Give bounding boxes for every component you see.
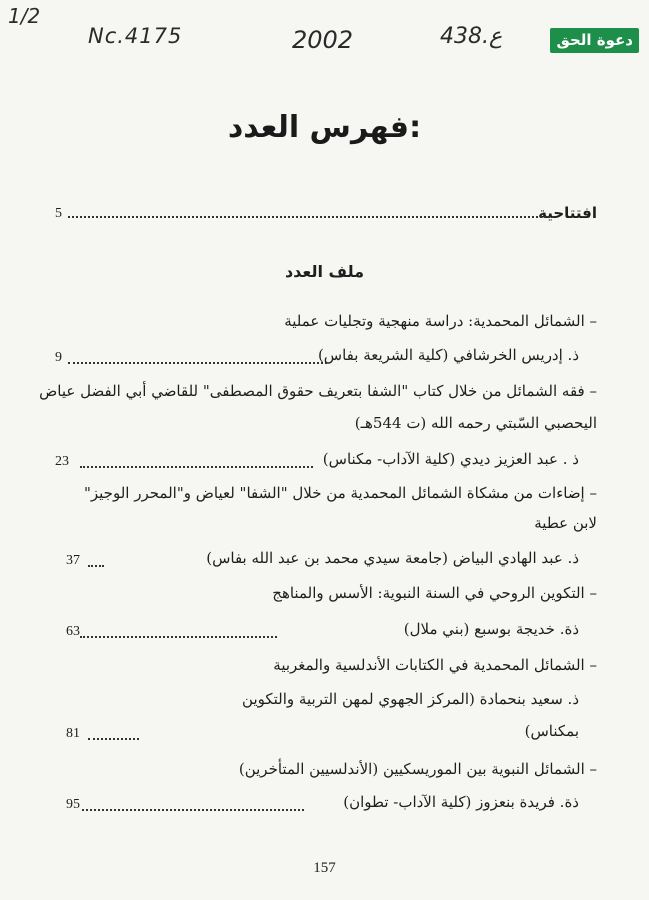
page-number: 157 — [313, 860, 336, 876]
page-title: فهرس العدد: — [227, 110, 422, 145]
toc-entry-page: 37 — [66, 553, 80, 568]
toc-entry-page: 63 — [66, 624, 80, 639]
handwritten-page-fraction: 1/2 — [8, 4, 41, 28]
toc-entry-page: 9 — [55, 350, 62, 365]
toc-entry-author: ذ. إدريس الخرشافي (كلية الشريعة بفاس) — [317, 346, 579, 364]
toc-entry-page: 23 — [55, 454, 69, 469]
toc-entry-title: – الشمائل المحمدية في الكتابات الأندلسية والمغربية — [273, 656, 597, 674]
toc-entry-title-cont: اليحصبي السّبتي رحمه الله (ت 544هـ) — [354, 414, 597, 432]
leader-dots — [80, 636, 277, 638]
toc-entry-author: ذة. فريدة بنعزوز (كلية الآداب- تطوان) — [343, 793, 579, 811]
handwritten-issue: 438.ع — [440, 24, 503, 49]
handwritten-year: 2002 — [292, 26, 354, 54]
leader-dots — [68, 362, 327, 364]
toc-entry-title: – فقه الشمائل من خلال كتاب "الشفا بتعريف حقوق المصطفى" للقاضي أبي الفضل عياض — [39, 382, 597, 400]
leader-dots — [88, 565, 104, 567]
leader-dots — [68, 216, 554, 218]
toc-entry-page: 81 — [66, 726, 80, 741]
leader-dots — [82, 809, 304, 811]
section-title: ملف العدد — [284, 262, 365, 281]
toc-entry-author: ذ. عبد الهادي البياض (جامعة سيدي محمد بن عبد الله بفاس) — [206, 549, 579, 567]
toc-entry-title: – الشمائل المحمدية: دراسة منهجية وتجليات عملية — [284, 312, 597, 330]
handwritten-reference: Nc.4175 — [88, 24, 183, 48]
toc-opening-page: 5 — [55, 206, 62, 221]
toc-entry-title: – إضاءات من مشكاة الشمائل المحمدية من خلال "الشفا" لعياض و"المحرر الوجيز" — [83, 484, 597, 502]
toc-entry-title: – الشمائل النبوية بين الموريسكيين (الأندلسيين المتأخرين) — [238, 760, 597, 778]
toc-opening-label: افتتاحية — [538, 204, 597, 222]
leader-dots — [88, 738, 139, 740]
toc-entry-author: ذ. سعيد بنحمادة (المركز الجهوي لمهن التربية والتكوين — [242, 690, 579, 708]
toc-entry-title: – التكوين الروحي في السنة النبوية: الأسس والمناهج — [272, 584, 597, 602]
leader-dots — [80, 466, 313, 468]
toc-entry-title-cont: لابن عطية — [534, 514, 597, 532]
toc-entry-author: ذة. خديجة بوسبع (بني ملال) — [403, 620, 579, 638]
magazine-logo: دعوة الحق — [550, 28, 639, 53]
toc-entry-author: ذ . عبد العزيز ديدي (كلية الآداب- مكناس) — [322, 450, 579, 468]
toc-entry-page: 95 — [66, 797, 80, 812]
toc-entry-author-cont: بمكناس) — [524, 722, 579, 740]
